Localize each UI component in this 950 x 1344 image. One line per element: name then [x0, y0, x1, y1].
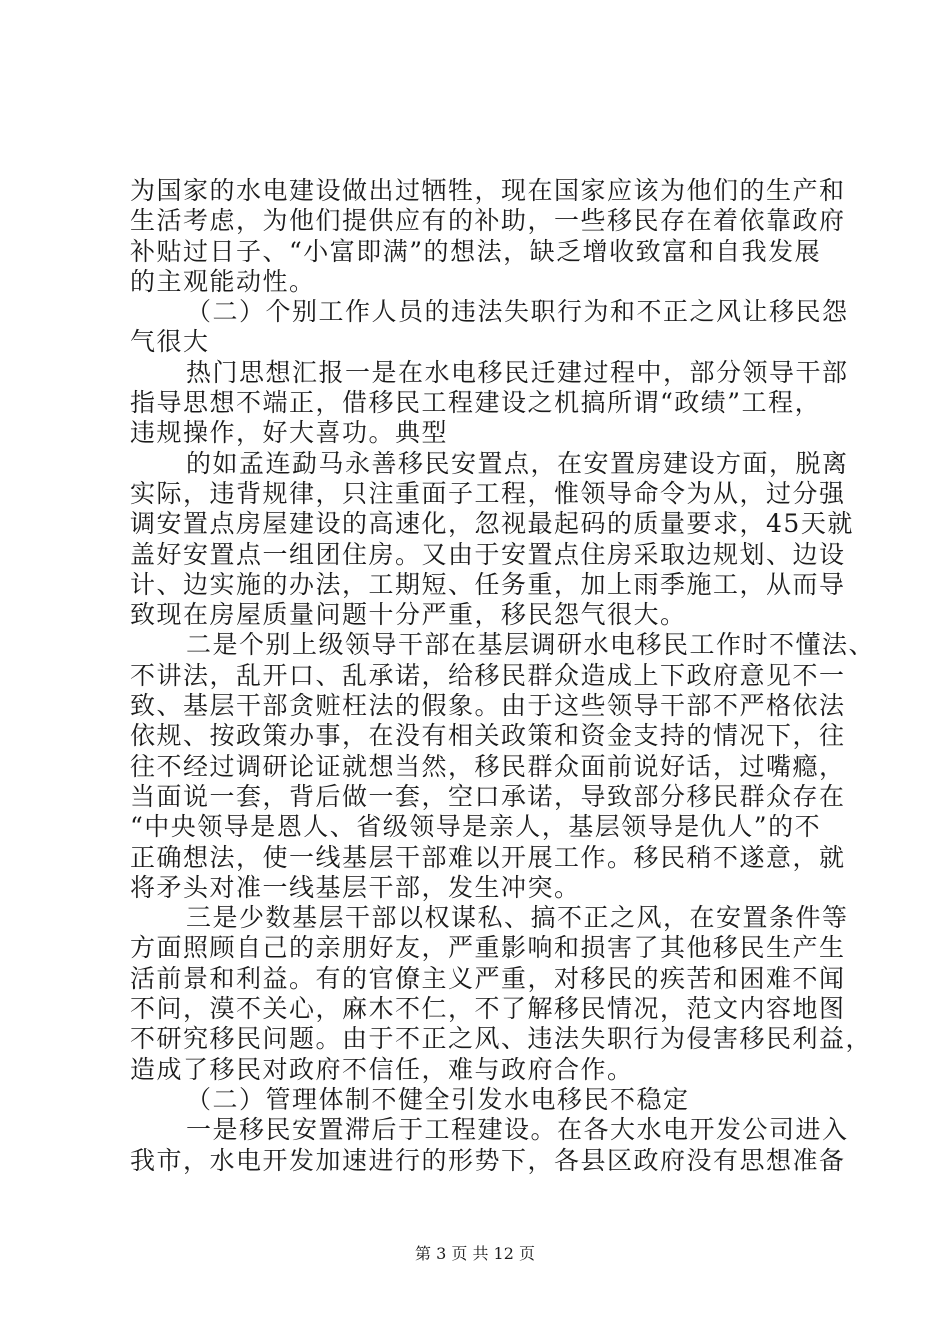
paragraph-start: 三是少数基层干部以权谋私、搞不正之风，在安置条件等 — [186, 903, 849, 933]
section-heading: （二）个别工作人员的违法失职行为和不正之风让移民怨 — [186, 297, 849, 327]
text-line: 为国家的水电建设做出过牺牲，现在国家应该为他们的生产和 — [130, 176, 846, 205]
text-line: 往不经过调研论证就想当然，移民群众面前说好话，过嘴瘾， — [130, 751, 846, 781]
text-line: 违规操作，好大喜功。典型 — [130, 418, 449, 448]
paragraph-start: 一是移民安置滞后于工程建设。在各大水电开发公司进入 — [186, 1115, 849, 1145]
document-body — [130, 176, 876, 1176]
text-line: 活前景和利益。有的官僚主义严重，对移民的疾苦和困难不闻 — [130, 963, 846, 993]
text-line: 实际，违背规律，只注重面子工程，惟领导命令为从，过分强 — [130, 478, 846, 508]
text-line: 致现在房屋质量问题十分严重，移民怨气很大。 — [130, 600, 687, 630]
text-line: 指导思想不端正，借移民工程建设之机搞所谓“政绩”工程， — [130, 388, 822, 418]
text-line: 生活考虑，为他们提供应有的补助，一些移民存在着依靠政府 — [130, 206, 846, 236]
section-heading: （二）管理体制不健全引发水电移民不稳定 — [186, 1084, 690, 1114]
page-number: 第 3 页 共 12 页 — [415, 1244, 535, 1263]
section-heading-continued: 气很大 — [130, 327, 210, 357]
paragraph-start: 热门思想汇报一是在水电移民迁建过程中，部分领导干部 — [186, 357, 849, 387]
paragraph-start: 二是个别上级领导干部在基层调研水电移民工作时不懂法、 — [186, 630, 876, 660]
text-line: “中央领导是恩人、省级领导是亲人，基层领导是仇人”的不 — [130, 812, 822, 842]
page-footer — [0, 1241, 950, 1264]
text-line: 将矛头对准一线基层干部，发生冲突。 — [130, 872, 581, 902]
text-line: 造成了移民对政府不信任，难与政府合作。 — [130, 1054, 634, 1084]
text-line: 依规、按政策办事，在没有相关政策和资金支持的情况下，往 — [130, 721, 846, 751]
text-line: 不研究移民问题。由于不正之风、违法失职行为侵害移民利益， — [130, 1024, 873, 1054]
text-line: 调安置点房屋建设的高速化，忽视最起码的质量要求，45天就 — [130, 509, 854, 539]
text-line: 致、基层干部贪赃枉法的假象。由于这些领导干部不严格依法 — [130, 691, 846, 721]
text-line: 当面说一套，背后做一套，空口承诺，导致部分移民群众存在 — [130, 781, 846, 811]
text-line: 的主观能动性。 — [130, 266, 316, 296]
text-line: 盖好安置点一组团住房。又由于安置点住房采取边规划、边设 — [130, 539, 846, 569]
text-line: 方面照顾自己的亲朋好友，严重影响和损害了其他移民生产生 — [130, 933, 846, 963]
text-line: 计、边实施的办法，工期短、任务重，加上雨季施工，从而导 — [130, 569, 846, 599]
text-line: 不讲法，乱开口、乱承诺，给移民群众造成上下政府意见不一 — [130, 660, 846, 690]
paragraph-start: 的如孟连勐马永善移民安置点，在安置房建设方面，脱离 — [186, 448, 849, 478]
text-line: 我市，水电开发加速进行的形势下，各县区政府没有思想准备 — [130, 1145, 846, 1175]
text-line: 不问，漠不关心，麻木不仁，不了解移民情况，范文内容地图 — [130, 994, 846, 1024]
text-line: 补贴过日子、“小富即满”的想法，缺乏增收致富和自我发展 — [130, 236, 822, 266]
text-line: 正确想法，使一线基层干部难以开展工作。移民稍不遂意，就 — [130, 842, 846, 872]
